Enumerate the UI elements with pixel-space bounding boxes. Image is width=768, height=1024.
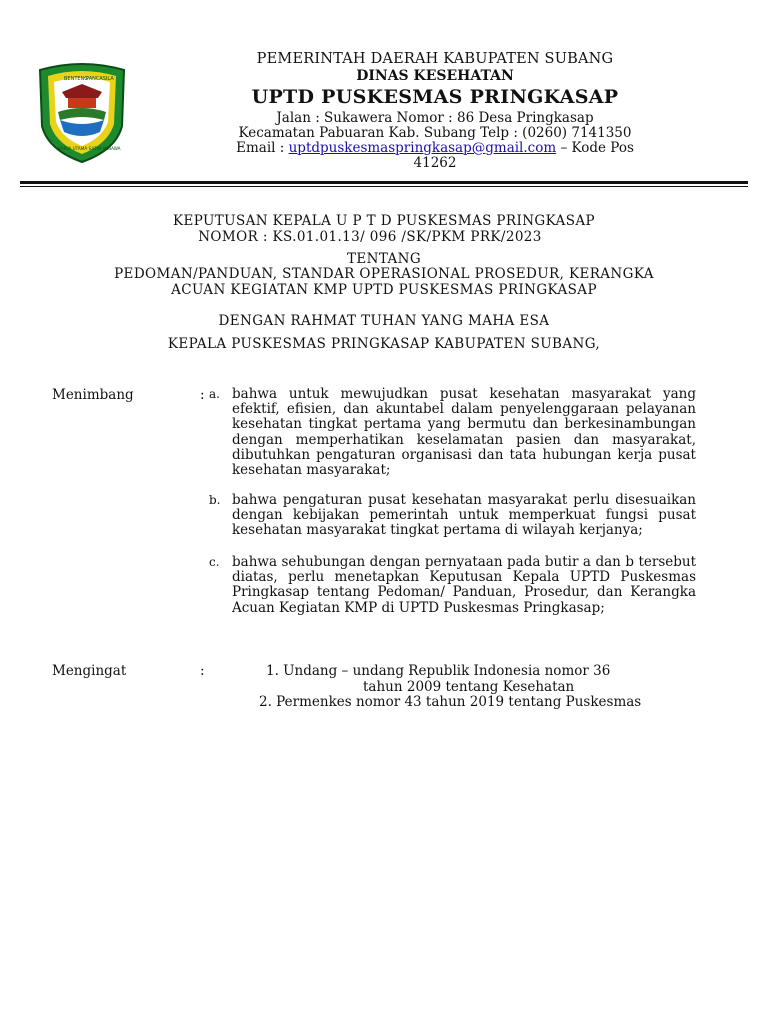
- mengingat-label: Mengingat: [52, 663, 127, 679]
- item-text: bahwa pengaturan pusat kesehatan masyarakat perlu disesuaikan dengan kebijakan pemerintah untuk memperkuat fungsi pusat kesehatan masyarakat tingkat pertama di wilayah kerjanya;: [232, 492, 696, 539]
- mengingat-colon: :: [200, 663, 205, 679]
- svg-text:BENTENG: BENTENG: [64, 76, 89, 82]
- header-institution: UPTD PUSKESMAS PRINGKASAP: [251, 86, 619, 108]
- menimbang-label: Menimbang: [52, 387, 134, 403]
- list-item: [209, 554, 696, 616]
- item-letter: c.: [209, 555, 220, 569]
- email-link[interactable]: uptdpuskesmaspringkasap@gmail.com: [288, 140, 557, 156]
- postal-code: 41262: [413, 155, 457, 171]
- decree-number: NOMOR : KS.01.01.13/ 096 /SK/PKM PRK/2023: [198, 229, 542, 245]
- item-text: bahwa untuk mewujudkan pusat kesehatan masyarakat yang efektif, efisien, dan akuntabel dalam penyelenggaraan pelayanan kesehatan tingkat pertama yang bermutu dan berkesinambungan dengan memperhatikan keselamatan pasien dan masyarakat, dibutuhkan pengaturan organisasi dan tata hubungan kerja pusat kesehatan masyarakat;: [232, 386, 696, 479]
- law-item-1: 1. Undang – undang Republik Indonesia nomor 36: [266, 663, 611, 679]
- issuer-line: KEPALA PUSKESMAS PRINGKASAP KABUPATEN SUBANG,: [167, 336, 601, 352]
- subang-regency-logo: [36, 62, 128, 164]
- law-item-2: 2. Permenkes nomor 43 tahun 2019 tentang Puskesmas: [259, 694, 642, 710]
- email-prefix: Email :: [236, 140, 289, 156]
- decree-subject-line1: PEDOMAN/PANDUAN, STANDAR OPERASIONAL PROSEDUR, KERANGKA: [114, 266, 654, 282]
- item-text: bahwa sehubungan dengan pernyataan pada butir a dan b tersebut diatas, perlu menetapkan Keputusan Kepala UPTD Puskesmas Pringkasap tentang Pedoman/ Panduan, Prosedur, dan Kerangka Acuan Kegiatan KMP di UPTD Puskesmas Pringkasap;: [232, 554, 696, 616]
- list-item: [209, 492, 696, 539]
- svg-text:KARYA UTAMA SATYA WIBAWA: KARYA UTAMA SATYA WIBAWA: [58, 146, 121, 151]
- invocation: DENGAN RAHMAT TUHAN YANG MAHA ESA: [218, 313, 550, 329]
- header-divider-thick: [20, 181, 748, 184]
- list-item: [209, 386, 696, 479]
- header-department: DINAS KESEHATAN: [356, 68, 514, 84]
- menimbang-colon: :: [200, 387, 205, 403]
- header-address-line: Jalan : Sukawera Nomor : 86 Desa Pringkasap: [276, 110, 594, 126]
- item-letter: a.: [209, 387, 220, 401]
- postal-label: – Kode Pos: [556, 140, 634, 156]
- header-district-phone: Kecamatan Pabuaran Kab. Subang Telp : (0260) 7141350: [238, 125, 632, 141]
- decree-title: KEPUTUSAN KEPALA U P T D PUSKESMAS PRINGKASAP: [173, 213, 595, 229]
- law-item-1-continued: tahun 2009 tentang Kesehatan: [363, 679, 575, 695]
- svg-text:PANCASILA: PANCASILA: [86, 76, 114, 82]
- header-divider-thin: [20, 186, 748, 187]
- header-email-line: [150, 140, 720, 156]
- about-heading: TENTANG: [346, 251, 422, 267]
- decree-subject-line2: ACUAN KEGIATAN KMP UPTD PUSKESMAS PRINGKASAP: [171, 282, 597, 298]
- header-government: PEMERINTAH DAERAH KABUPATEN SUBANG: [256, 51, 614, 67]
- item-letter: b.: [209, 493, 221, 507]
